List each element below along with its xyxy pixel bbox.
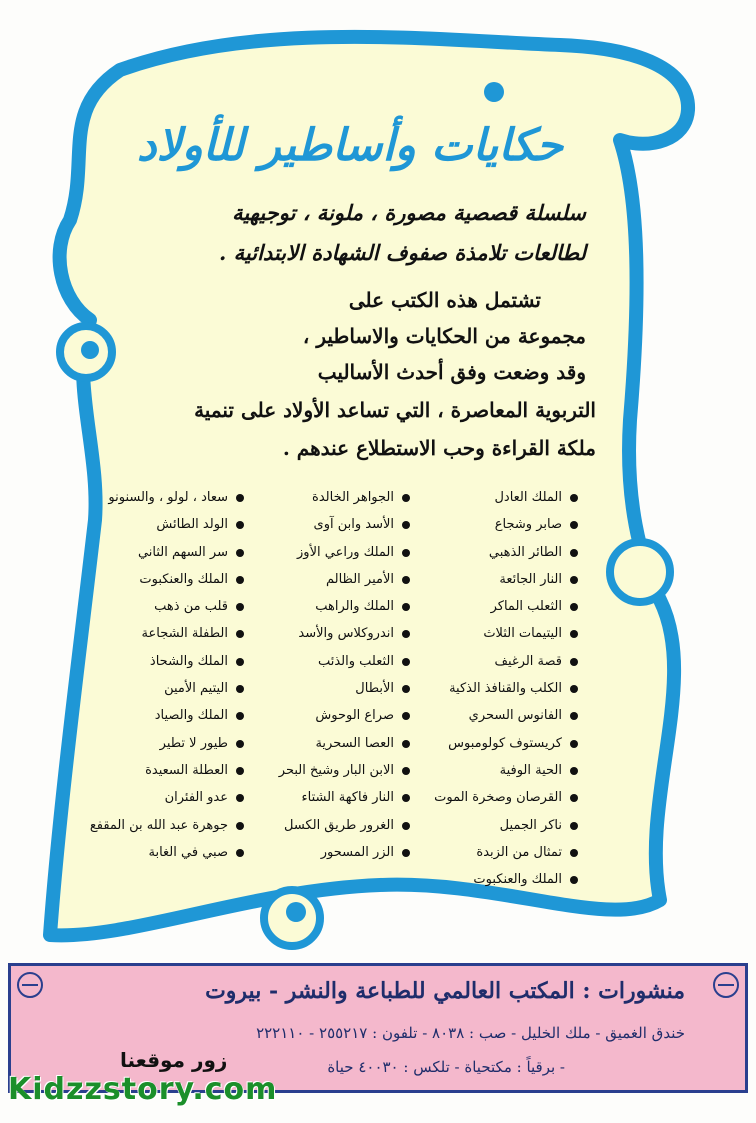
- book-title-item: الغرور طريق الكسل: [240, 812, 410, 839]
- book-title-item: الملك العادل: [408, 484, 578, 511]
- scroll-curl-left-inner: [81, 341, 99, 359]
- book-title-item: الملك وراعي الأوز: [240, 539, 410, 566]
- book-title-item: الثعلب الماكر: [408, 593, 578, 620]
- book-title-item: الملك والراهب: [240, 593, 410, 620]
- book-title-item: صبي في الغابة: [74, 839, 244, 866]
- watermark-site-link[interactable]: Kidzzstory.com: [8, 1072, 278, 1107]
- titles-column-2: [240, 484, 410, 866]
- book-title-item: اليتيمات الثلاث: [408, 620, 578, 647]
- scroll-curl-right: [610, 542, 670, 602]
- book-title-item: صراع الوحوش: [240, 702, 410, 729]
- book-title-item: النار فاكهة الشتاء: [240, 784, 410, 811]
- book-title-item: جوهرة عبد الله بن المقفع: [74, 812, 244, 839]
- book-title-item: اليتيم الأمين: [74, 675, 244, 702]
- book-title-item: الملك والصياد: [74, 702, 244, 729]
- book-title-item: الأبطال: [240, 675, 410, 702]
- book-title-item: الطائر الذهبي: [408, 539, 578, 566]
- book-title-item: الزر المسحور: [240, 839, 410, 866]
- book-title-item: الملك والشحاذ: [74, 648, 244, 675]
- book-title-item: العصا السحرية: [240, 730, 410, 757]
- right-circle-mark: [713, 972, 739, 998]
- book-title-item: الأمير الظالم: [240, 566, 410, 593]
- book-title-item: الثعلب والذئب: [240, 648, 410, 675]
- book-title-item: عدو الفئران: [74, 784, 244, 811]
- book-title-item: القرصان وصخرة الموت: [408, 784, 578, 811]
- book-title-item: الابن البار وشيخ البحر: [240, 757, 410, 784]
- titles-column-3: [74, 484, 244, 866]
- book-title-item: الجواهر الخالدة: [240, 484, 410, 511]
- series-subtitle-1: سلسلة قصصية مصورة ، ملونة ، توجيهية: [232, 200, 586, 225]
- titles-column-1: [408, 484, 578, 893]
- book-title-item: العطلة السعيدة: [74, 757, 244, 784]
- watermark-arabic: زور موقعنا: [120, 1048, 228, 1072]
- left-circle-mark: [17, 972, 43, 998]
- description-line-5: ملكة القراءة وحب الاستطلاع عندهم .: [282, 436, 596, 460]
- book-title-item: اندروكلاس والأسد: [240, 620, 410, 647]
- description-line-2: مجموعة من الحكايات والاساطير ،: [302, 324, 586, 348]
- book-title-item: طيور لا تطير: [74, 730, 244, 757]
- book-title-item: قلب من ذهب: [74, 593, 244, 620]
- description-line-4: التربوية المعاصرة ، التي تساعد الأولاد على تنمية: [194, 398, 596, 422]
- publisher-line-2: خندق الغميق - ملك الخليل - صب : ٨٠٣٨ - تلفون : ٢٥٥٢١٧ - ٢٢٢١١٠: [256, 1024, 685, 1042]
- book-title-item: كريستوف كولومبوس: [408, 730, 578, 757]
- series-title: حكايات وأساطير للأولاد: [136, 120, 564, 171]
- book-title-item: الحية الوفية: [408, 757, 578, 784]
- book-title-item: الولد الطائش: [74, 511, 244, 538]
- publisher-line-3: - برقياً : مكتحياة - تلكس : ٤٠٠٣٠ حياة: [327, 1058, 565, 1076]
- book-title-item: الفانوس السحري: [408, 702, 578, 729]
- book-title-item: الكلب والقنافذ الذكية: [408, 675, 578, 702]
- book-title-item: صابر وشجاع: [408, 511, 578, 538]
- scroll-curl-top: [484, 82, 504, 102]
- series-subtitle-2: لطالعات تلامذة صفوف الشهادة الابتدائية .: [219, 240, 586, 265]
- book-title-item: سعاد ، لولو ، والسنونو: [74, 484, 244, 511]
- book-title-item: الأسد وابن آوى: [240, 511, 410, 538]
- book-title-item: الملك والعنكبوت: [408, 866, 578, 893]
- book-title-item: النار الجائعة: [408, 566, 578, 593]
- publisher-line-1: منشورات : المكتب العالمي للطباعة والنشر - بيروت: [205, 978, 685, 1004]
- book-title-item: سر السهم الثاني: [74, 539, 244, 566]
- book-title-item: قصة الرغيف: [408, 648, 578, 675]
- description-line-3: وقد وضعت وفق أحدث الأساليب: [317, 360, 586, 384]
- book-title-item: ناكر الجميل: [408, 812, 578, 839]
- book-title-item: الملك والعنكبوت: [74, 566, 244, 593]
- book-title-item: تمثال من الزبدة: [408, 839, 578, 866]
- book-title-item: الطفلة الشجاعة: [74, 620, 244, 647]
- description-line-1: تشتمل هذه الكتب على: [348, 288, 541, 312]
- scroll-curl-bottom-inner: [286, 902, 306, 922]
